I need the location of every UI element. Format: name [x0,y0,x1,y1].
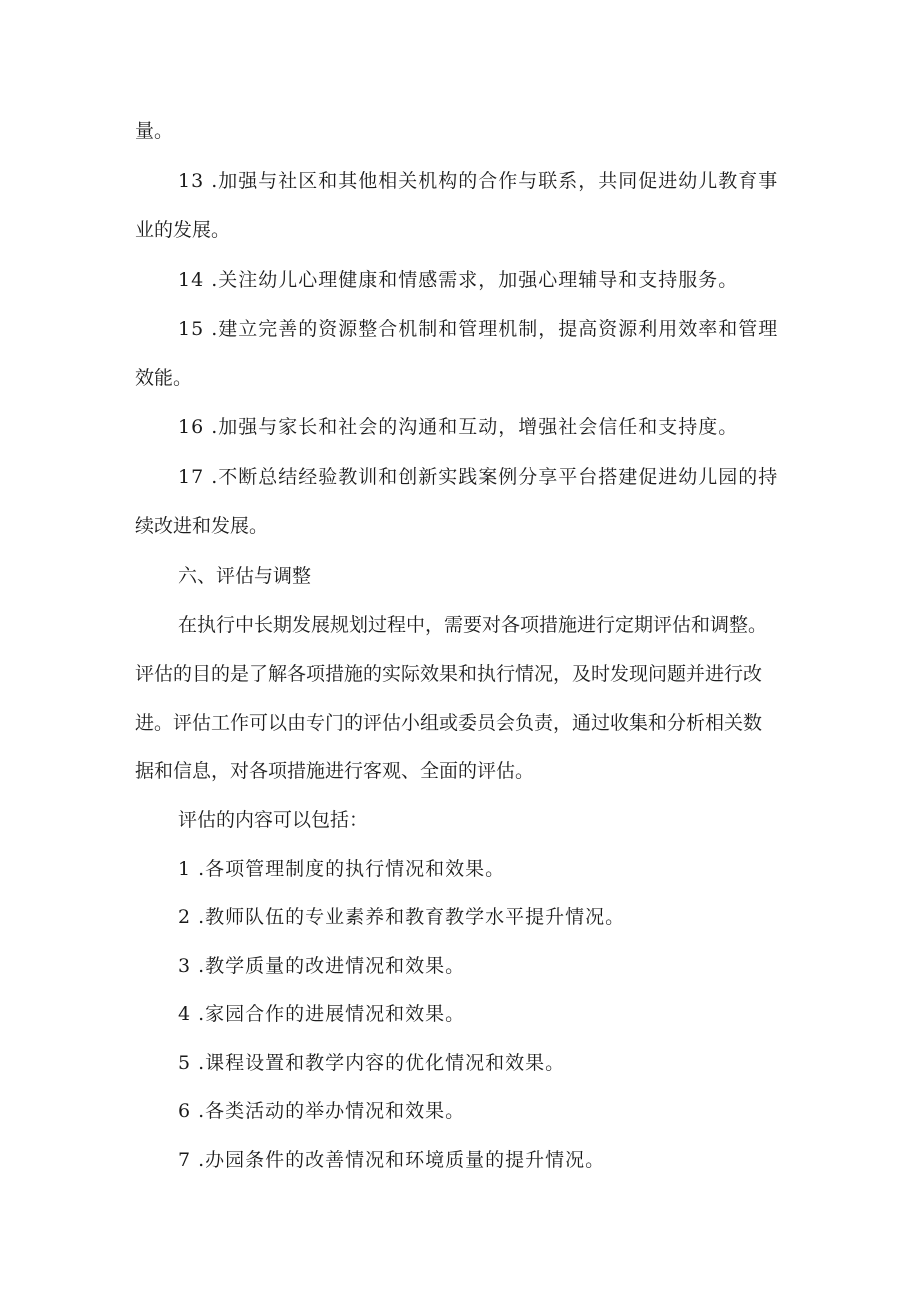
list-item-13: 13 .加强与社区和其他相关机构的合作与联系，共同促进幼儿教育事 [178,170,779,192]
list-item-7: 7 .办园条件的改善情况和环境质量的提升情况。 [178,1149,606,1171]
paragraph-line: 据和信息，对各项措施进行客观、全面的评估。 [135,760,535,782]
list-intro: 评估的内容可以包括： [178,809,369,831]
list-item-1: 1 .各项管理制度的执行情况和效果。 [178,858,506,880]
list-item-17-continuation: 续改进和发展。 [135,515,269,537]
list-item-15: 15 .建立完善的资源整合机制和管理机制，提高资源利用效率和管理 [178,318,779,340]
paragraph-continuation: 量。 [135,120,174,142]
list-item-3: 3 .教学质量的改进情况和效果。 [178,955,466,977]
paragraph-line: 进。评估工作可以由专门的评估小组或委员会负责，通过收集和分析相关数 [135,712,763,734]
list-item-6: 6 .各类活动的举办情况和效果。 [178,1100,466,1122]
list-item-16: 16 .加强与家长和社会的沟通和互动，增强社会信任和支持度。 [178,416,739,438]
section-heading: 六、评估与调整 [178,565,312,587]
list-item-15-continuation: 效能。 [135,367,193,389]
list-item-5: 5 .课程设置和教学内容的优化情况和效果。 [178,1052,566,1074]
list-item-17: 17 .不断总结经验教训和创新实践案例分享平台搭建促进幼儿园的持 [178,466,779,488]
list-item-13-continuation: 业的发展。 [135,219,231,241]
paragraph-line: 评估的目的是了解各项措施的实际效果和执行情况，及时发现问题并进行改 [135,663,763,685]
list-item-14: 14 .关注幼儿心理健康和情感需求，加强心理辅导和支持服务。 [178,269,739,291]
paragraph-line: 在执行中长期发展规划过程中，需要对各项措施进行定期评估和调整。 [178,614,768,636]
list-item-4: 4 .家园合作的进展情况和效果。 [178,1003,466,1025]
list-item-2: 2 .教师队伍的专业素养和教育教学水平提升情况。 [178,906,626,928]
